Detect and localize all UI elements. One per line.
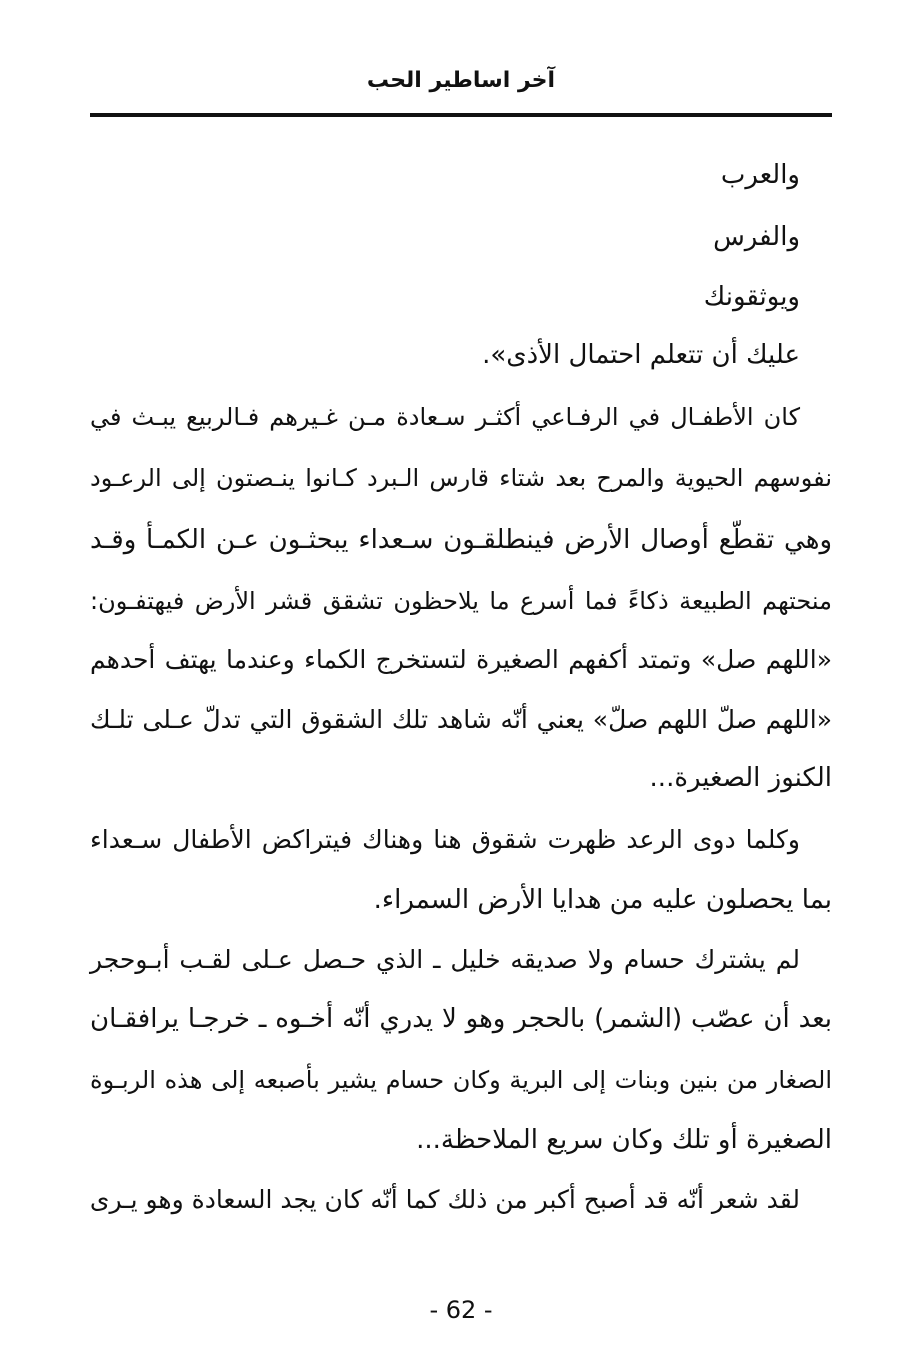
text-line: «اللهم صل» وتمتد أكفهم الصغيرة لتستخرج الكماء وعندما يهتف أحدهم <box>90 645 832 674</box>
text-line: عليك أن تتعلم احتمال الأذى». <box>482 340 800 370</box>
text-line: الصغار من بنين وبنات إلى البرية وكان حسام يشير بأصبعه إلى هذه الربـوة <box>90 1066 832 1094</box>
text-line: الكنوز الصغيرة... <box>649 763 832 793</box>
page-number: - 62 - <box>429 1296 493 1324</box>
text-line: منحتهم الطبيعة ذكاءً فما أسرع ما يلاحظون تشقق قشر الأرض فيهتفـون: <box>90 587 832 615</box>
text-line: لم يشترك حسام ولا صديقه خليل ـ الذي حـصل عـلى لقـب أبـوحجر <box>90 945 800 974</box>
text-line: بما يحصلون عليه من هدايا الأرض السمراء. <box>373 885 832 915</box>
text-line: كان الأطفـال في الرفـاعي أكثـر سـعادة مـن غـيرهم فـالربيع يبـث في <box>90 403 800 431</box>
text-line: وكلما دوى الرعد ظهرت شقوق هنا وهناك فيتراكض الأطفال سـعداء <box>90 825 800 854</box>
text-line: لقد شعر أنّه قد أصبح أكبر من ذلك كما أنّه كان يجد السعادة وهو يـرى <box>89 1185 800 1214</box>
text-line: نفوسهم الحيوية والمرح بعد شتاء قارس الـبرد كـانوا ينـصتون إلى الرعـود <box>90 464 832 492</box>
running-header: آخر اساطير الحب <box>366 68 556 93</box>
text-line: وهي تقطّع أوصال الأرض فينطلقـون سـعداء يبحثـون عـن الكمـأ وقـد <box>90 525 832 555</box>
text-line: «اللهم صلّ اللهم صلّ» يعني أنّه شاهد تلك الشقوق التي تدلّ عـلى تلـك <box>90 705 832 734</box>
text-line: ويوثقونك <box>703 282 800 312</box>
text-line: والعرب <box>720 160 800 190</box>
text-line: بعد أن عصّب (الشمر) بالحجر وهو لا يدري أنّه أخـوه ـ خرجـا يرافقـان <box>90 1004 832 1034</box>
text-line: الصغيرة أو تلك وكان سريع الملاحظة... <box>416 1125 832 1155</box>
text-line: والفرس <box>713 222 800 252</box>
header-rule <box>90 113 832 117</box>
